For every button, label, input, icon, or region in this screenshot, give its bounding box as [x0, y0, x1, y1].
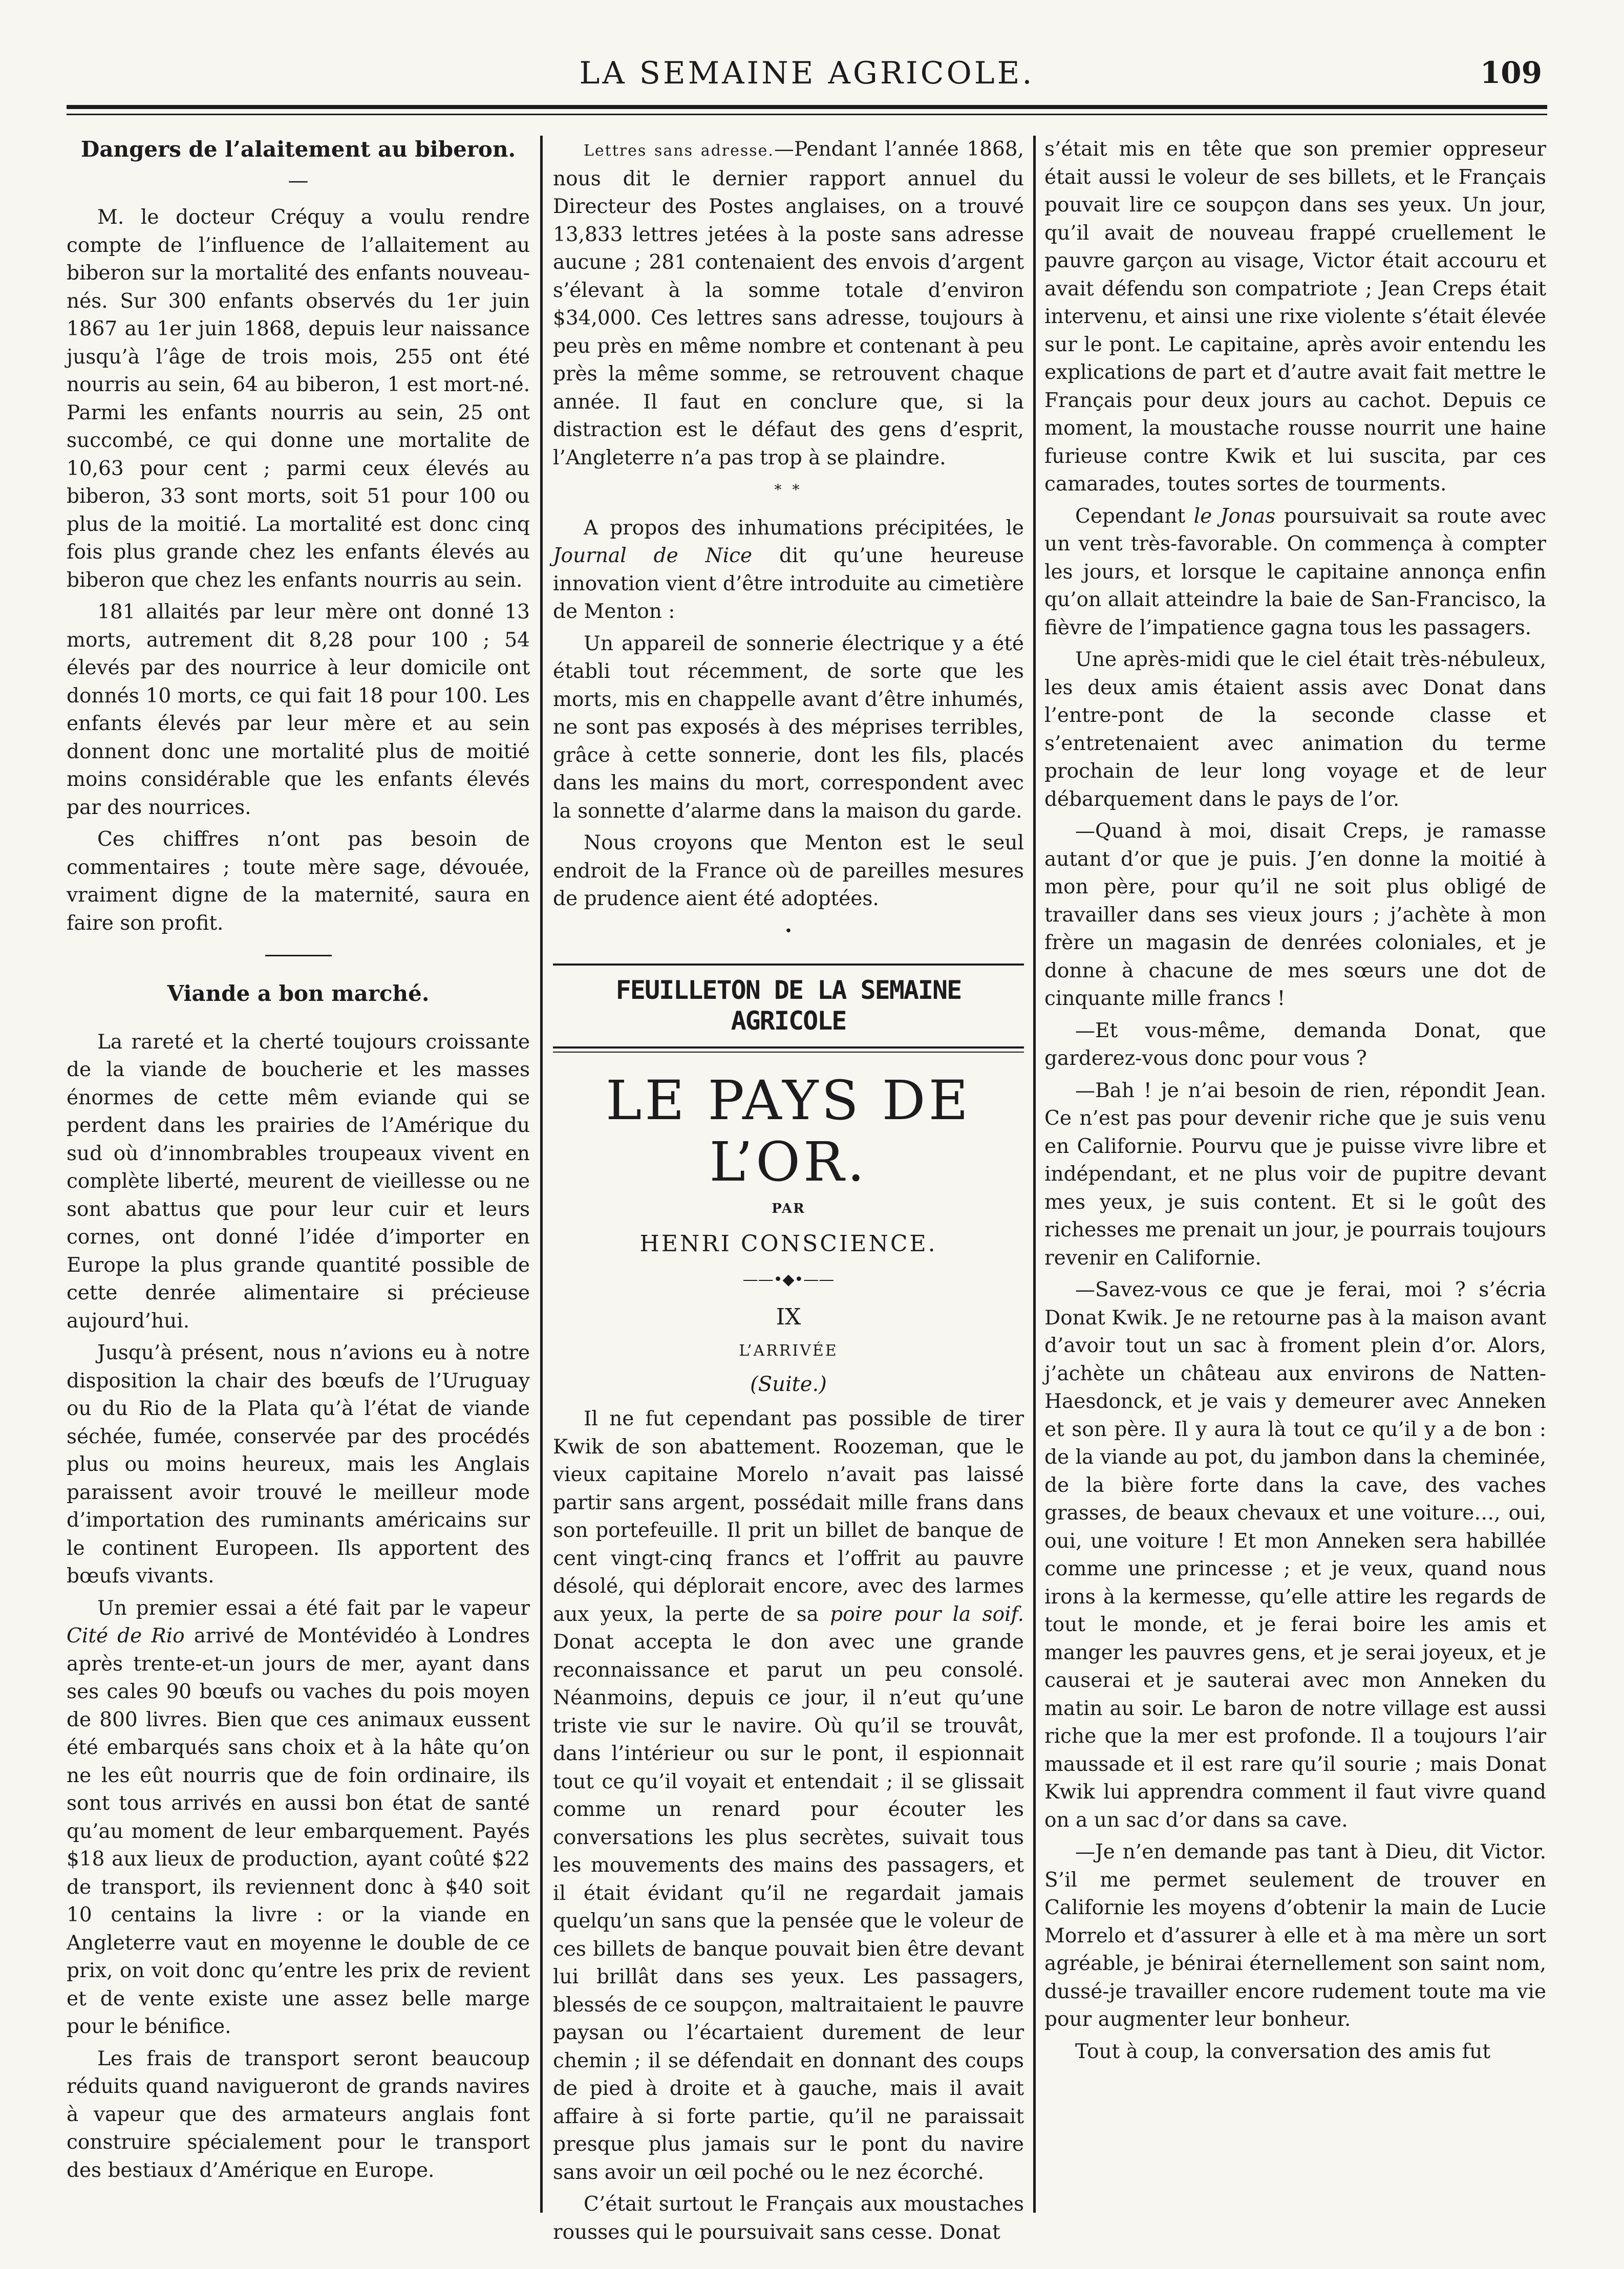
paragraph: Un appareil de sonnerie électrique y a été établi tout récemment, de sorte que les morts, mis en chappelle avant d’être inhumés, ne sont pas exposés à des méprises terribles, grâce à cette sonnerie, dont les fils, placés dans les mains du mort, correspondent avec la sonnette d’alarme dans la maison du garde.	[553, 632, 1024, 823]
header-rule-thick	[67, 105, 1547, 109]
feuilleton-rule-bottom	[553, 1046, 1024, 1048]
paragraph: Tout à coup, la conversation des amis fut	[1075, 2040, 1491, 2063]
paragraph: Lettres sans adresse.—Pendant l’année 1868, nous dit le dernier rapport annuel du Directeur des Postes anglaises, on a trouvé 13,833 lettres jetées à la poste sans adresse aucune ; 281 contenaient des envois d’argent s’élevant à la somme totale d’environ $34,000. Ces lettres sans adresse, toujours à peu près en même nombre et contenant à peu près la même somme, se retrouvent chaque année. Il faut en conclure que, si la distraction est le défaut des gens d’esprit, l’Angleterre n’a pas trop à se plaindre.	[553, 138, 1024, 469]
italic-phrase: poire pour la soif.	[830, 1602, 1024, 1626]
lead-in-smallcaps: Lettres sans adresse.	[584, 142, 774, 160]
paragraph: Il ne fut cependant pas possible de tirer Kwik de son abattement. Roozeman, que le vieux capitaine Morelo n’avait pas laissé partir sans argent, possédait mille frans dans son portefeuille. Il prit un billet de banque de cent vingt-cinq francs et l’offrit au pauvre désolé, qui déplorait encore, avec des larmes aux yeux, la perte de sa poire pour la soif. Donat accepta le don avec une grande reconnaissance et parut un peu consolé. Néanmoins, depuis ce jour, il n’eut qu’une triste vie sur le navire. Où qu’il se trouvât, dans l’intérieur ou sur le pont, il espionnait tout ce qu’il voyait et entendait ; il se glissait comme un renard pour écouter les conversations les plus secrètes, suivait tous les mouvements des mains des passagers, et il était évidant qu’il ne regardait jamais quelqu’un sans que la pensée que le voleur de ces billets de banque pouvait bien être devant lui brillât dans ses yeux. Les passagers, blessés de ce soupçon, maltraitaient le pauvre paysan ou l’écartaient durement de leur chemin ; il se défendait en donnant des coups de pied à droite et à gauche, mais il avait affaire à si forte partie, qu’il ne paraissait presque plus jamais sur le pont du navire sans avoir un œil poché ou le nez écorché.	[553, 1407, 1024, 2184]
paragraph: La rareté et la cherté toujours croissante de la viande de boucherie et les masses énormes de cette mêm eviande qui se perdent dans les prairies de l’Amérique du sud où d’innombrables troupeaux vivent en complète liberté, meurent de vieillesse ou ne sont abattus que pour leur cuir et leurs cornes, ont donné l’idée d’importer en Europe la plus grande quantité possible de cette denrée alimentaire si précieuse aujourd’hui.	[67, 1030, 530, 1333]
chapter-title: L’ARRIVÉE	[739, 1342, 838, 1360]
paragraph: —Je n’en demande pas tant à Dieu, dit Victor. S’il me permet seulement de trouver en Californie les moyens d’obtenir la main de Lucie Morrelo et d’assurer à elle et à ma mère un sort agréable, je bénirai éternellement son saint nom, dussé-je travailler encore rudement toute ma vie pour augmenter leur bonheur.	[1044, 1840, 1546, 2031]
ornament-divider: ——•◆•——	[742, 1271, 835, 1289]
paragraph: C’était surtout le Français aux moustaches rousses qui le poursuivait sans cesse. Donat	[553, 2193, 1024, 2244]
suite-label: (Suite.)	[750, 1372, 827, 1396]
paragraph: Ces chiffres n’ont pas besoin de commentaires ; toute mère sage, dévouée, vraiment digne de la maternité, saura en faire son profit.	[67, 828, 530, 935]
feuilleton-heading: FEUILLETON DE LA SEMAINE AGRICOLE	[615, 975, 961, 1036]
paragraph: Nous croyons que Menton est le seul endroit de la France où de pareilles mesures de prudence aient été adoptées.	[553, 831, 1024, 910]
paragraph: Cependant le Jonas poursuivait sa route avec un vent très-favorable. On commença à compter les jours, et lorsque le capitaine annonça enfin qu’on allait atteindre la baie de San-Francisco, la fièvre de l’impatience gagna tous les passagers.	[1044, 504, 1546, 639]
feuilleton-rule-top	[553, 964, 1024, 966]
paragraph: Jusqu’à présent, nous n’avions eu à notre disposition la chair des bœufs de l’Uruguay ou du Rio de la Plata qu’à l’état de viande séchée, fumée, conservée par des procédés plus ou moins heureux, mais les Anglais paraissent avoir trouvé le meilleur mode d’importation des ruminants américains sur le continent Europeen. Ils apportent des bœufs vivants.	[67, 1341, 530, 1588]
header-rule-thin	[67, 114, 1547, 115]
column-left	[67, 136, 530, 2223]
story-title: LE PAYS DE L’OR.	[606, 1069, 971, 1193]
paragraph: —Bah ! je n’ai besoin de rien, répondit Jean. Ce n’est pas pour devenir riche que je suis venu en Californie. Pourvu que je puisse vivre libre et indépendant, et ne plus voir de pupitre devant mes yeux, je suis content. Et si le goût des richesses me prenait un jour, je pourrais toujours revenir en Californie.	[1044, 1079, 1546, 1270]
paragraph: —Et vous-même, demanda Donat, que garderez-vous donc pour vous ?	[1044, 1019, 1546, 1070]
paragraph: s’était mis en tête que son premier oppreseur était aussi le voleur de ses billets, et le Français pouvait lire ce soupçon dans ses yeux. Un jour, qu’il avait de nouveau frappé cruellement le pauvre garçon au visage, Victor était accouru et avait défendu son compatriote ; Jean Creps était intervenu, et ainsi une rixe violente s’était élevée sur le pont. Le capitaine, après avoir entendu les explications de part et d’autre avait fait mettre le Français pour deux jours au cachot. Depuis ce moment, la moustache rousse nourrit une haine furieuse contre Kwik et lui suscita, par ces camarades, toutes sortes de tourments.	[1044, 138, 1546, 496]
newspaper-title: LA SEMAINE AGRICOLE.	[579, 55, 1035, 91]
byline-par: PAR	[772, 1201, 805, 1216]
paragraph: Une après-midi que le ciel était très-nébuleux, les deux amis étaient assis avec Donat dans l’entre-pont de la seconde classe et s’entretenaient avec animation du terme prochain de leur long voyage et de leur débarquement dans le pays de l’or.	[1044, 648, 1546, 811]
article-heading-biberon: Dangers de l’alaitement au biberon.	[80, 137, 516, 162]
story-author: HENRI CONSCIENCE.	[639, 1230, 937, 1257]
ship-name: le Jonas	[1193, 504, 1276, 528]
section-divider	[265, 955, 332, 956]
paragraph: Un premier essai a été fait par le vapeur Cité de Rio arrivé de Montévidéo à Londres après trente-et-un jours de mer, ayant dans ses cales 90 bœufs ou vaches du pois moyen de 800 livres. Bien que ces animaux eussent été embarqués sans choix et à la hâte qu’on ne les eût nourris que de foin ordinaire, ils sont tous arrivés en aussi bon état de santé qu’au moment de leur embarquement. Payés $18 aux lieux de production, ayant coûté $22 de transport, ils reviennent donc à $40 soit 10 centains la livre : or la viande en Angleterre vaut en moyenne le double de ce prix, on voit donc qu’entre les prix de revient et de vente existe une assez belle marge pour le bénifice.	[67, 1596, 530, 2038]
feuilleton-section	[553, 964, 1024, 1398]
column-right	[1044, 136, 1546, 2223]
paragraph: A propos des inhumations précipitées, le Journal de Nice dit qu’une heureuse innovation vient d’être introduite au cimetière de Menton :	[553, 516, 1024, 623]
paragraph: Les frais de transport seront beaucoup réduits quand navigueront de grands navires à vapeur que des armateurs anglais font construire spécialement pour le transport des bestiaux d’Amérique en Europe.	[67, 2047, 530, 2182]
separator-stars: * *	[774, 481, 803, 498]
separator-dot: •	[784, 923, 793, 939]
paragraph: —Savez-vous ce que je ferai, moi ? s’écria Donat Kwik. Je ne retourne pas à la maison avant d’avoir tout un sac à froment plein d’or. Alors, j’achète un château aux environs de Natten-Haesdonck, et je vais y demeurer avec Anneken et son père. Il y aura là tout ce qu’il y a de bon : de la viande au pot, du jambon dans la cheminée, de la bière forte dans la cave, des vaches grasses, de beaux chevaux et une voiture…, oui, oui, une voiture ! Et mon Anneken sera habillée comme une princesse ; et je veux, quand nous irons à la kermesse, qu’elle attire les regards de tout le monde, et je ferai boire les amis et manger les pauvres gens, et je serai joyeux, et je causerai et je sauterai avec mon Anneken du matin au soir. Le baron de notre village est aussi riche que la mer est profonde. Il a toujours l’air maussade et il est rare qu’il sourie ; mais Donat Kwik lui apprendra comment il faut vivre quand on a un sac d’or dans sa cave.	[1044, 1278, 1546, 1832]
column-divider-2	[1033, 136, 1036, 2213]
article-heading-viande: Viande a bon marché.	[167, 981, 430, 1006]
column-middle	[553, 136, 1024, 2244]
page-number: 109	[1480, 55, 1542, 90]
journal-name: Journal de Nice	[553, 544, 753, 567]
column-divider-1	[540, 136, 543, 2213]
paragraph: M. le docteur Créquy a voulu rendre compte de l’influence de l’allaitement au biberon sur la mortalité des enfants nouveau-nés. Sur 300 enfants observés du 1er juin 1867 au 1er juin 1868, depuis leur naissance jusqu’à l’âge de trois mois, 255 ont été nourris au sein, 64 au biberon, 1 est mort-né. Parmi les enfants nourris au sein, 25 ont succombé, ce qui donne une mortalite de 10,63 pour cent ; parmi ceux élevés au biberon, 33 sont morts, soit 51 pour 100 ou plus de la moitié. La mortalité est donc cinq fois plus grande chez les enfants élevés au biberon que chez les enfants nourris au sein.	[67, 206, 530, 592]
paragraph: —Quand à moi, disait Creps, je ramasse autant d’or que je puis. J’en donne la moitié à mon père, pour qu’il ne soit plus obligé de travailler dans ses vieux jours ; j’achète à mon frère un magasin de denrées coloniales, et je donne à chacune de mes sœurs une dot de cinquante mille francs !	[1044, 820, 1546, 1010]
paragraph: 181 allaités par leur mère ont donné 13 morts, autrement dit 8,28 pour 100 ; 54 élevés par des nourrice à leur domicile ont donnés 10 morts, ce qui fait 18 pour 100. Les enfants élevés par leur mère et au sein donnent donc une mortalité plus de moitié moins considérable que les enfants élevés par des nourrices.	[67, 601, 530, 819]
page-header	[67, 55, 1547, 101]
heading-dash: —	[288, 168, 309, 192]
ship-name: Cité de Rio	[67, 1624, 185, 1647]
chapter-number: IX	[776, 1303, 801, 1330]
